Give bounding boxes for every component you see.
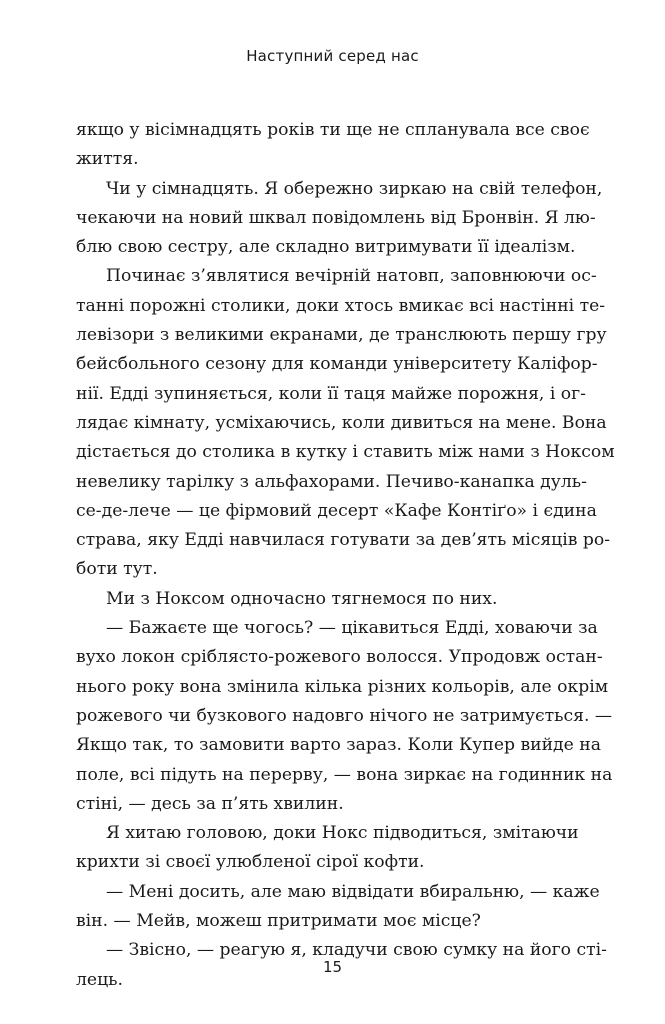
text-line: Чи у сімнадцять. Я обережно зиркаю на свій телефон, <box>106 178 603 199</box>
text-line: — Звісно, — реагую я, кладучи свою сумку на його сті- <box>106 940 607 961</box>
text-line: Ми з Ноксом одночасно тягнемося по них. <box>106 588 498 609</box>
text-line: рожевого чи бузкового надовго нічого не затримується. — <box>76 705 613 726</box>
body-text <box>76 116 615 995</box>
text-line: лядає кімнату, усміхаючись, коли дивиться на мене. Вона <box>76 412 607 433</box>
text-line: боти тут. <box>76 559 158 580</box>
text-line: життя. <box>76 149 139 170</box>
text-line: невелику тарілку з альфахорами. Печиво-канапка дуль- <box>76 471 587 492</box>
text-line: — Мені досить, але маю відвідати вбиральню, — каже <box>106 881 600 902</box>
text-line: нього року вона змінила кілька різних кольорів, але окрім <box>76 676 609 697</box>
text-line: танні порожні столики, доки хтось вмикає всі настінні те- <box>76 295 606 316</box>
text-line: — Бажаєте ще чогось? — цікавиться Едді, ховаючи за <box>106 618 598 639</box>
text-line: левізори з великими екранами, де транслюють першу гру <box>76 325 607 346</box>
text-line: нії. Едді зупиняється, коли її таця майже порожня, і ог- <box>76 383 586 404</box>
text-line: дістається до столика в кутку і ставить між нами з Ноксом <box>76 442 615 463</box>
text-line: Я хитаю головою, доки Нокс підводиться, змітаючи <box>106 823 579 844</box>
page-number: 15 <box>322 958 343 976</box>
text-line: се-де-лече — це фірмовий десерт «Кафе Контіґо» і єдина <box>76 500 597 521</box>
text-line: чекаючи на новий шквал повідомлень від Бронвін. Я лю- <box>76 207 596 228</box>
text-line: поле, всі підуть на перерву, — вона зиркає на годинник на <box>76 764 613 785</box>
text-line: стіні, — десь за п’ять хвилин. <box>76 793 344 814</box>
text-line: бейсбольного сезону для команди університету Каліфор- <box>76 354 598 375</box>
text-line: крихти зі своєї улюбленої сірої кофти. <box>76 852 425 873</box>
text-line: він. — Мейв, можеш притримати моє місце? <box>76 911 481 932</box>
text-line: блю свою сестру, але складно витримувати її ідеалізм. <box>76 237 576 258</box>
text-line: вухо локон сріблясто-рожевого волосся. Упродовж остан- <box>76 647 603 668</box>
text-line: якщо у вісімнадцять років ти ще не спланувала все своє <box>76 120 590 140</box>
text-line: страва, яку Едді навчилася готувати за дев’ять місяців ро- <box>76 530 611 551</box>
text-line: лець. <box>76 969 123 990</box>
running-header: Наступний серед нас <box>246 47 419 65</box>
text-line: Починає з’являтися вечірній натовп, заповнюючи ос- <box>106 266 597 287</box>
text-line: Якщо так, то замовити варто зараз. Коли Купер вийде на <box>76 735 601 756</box>
